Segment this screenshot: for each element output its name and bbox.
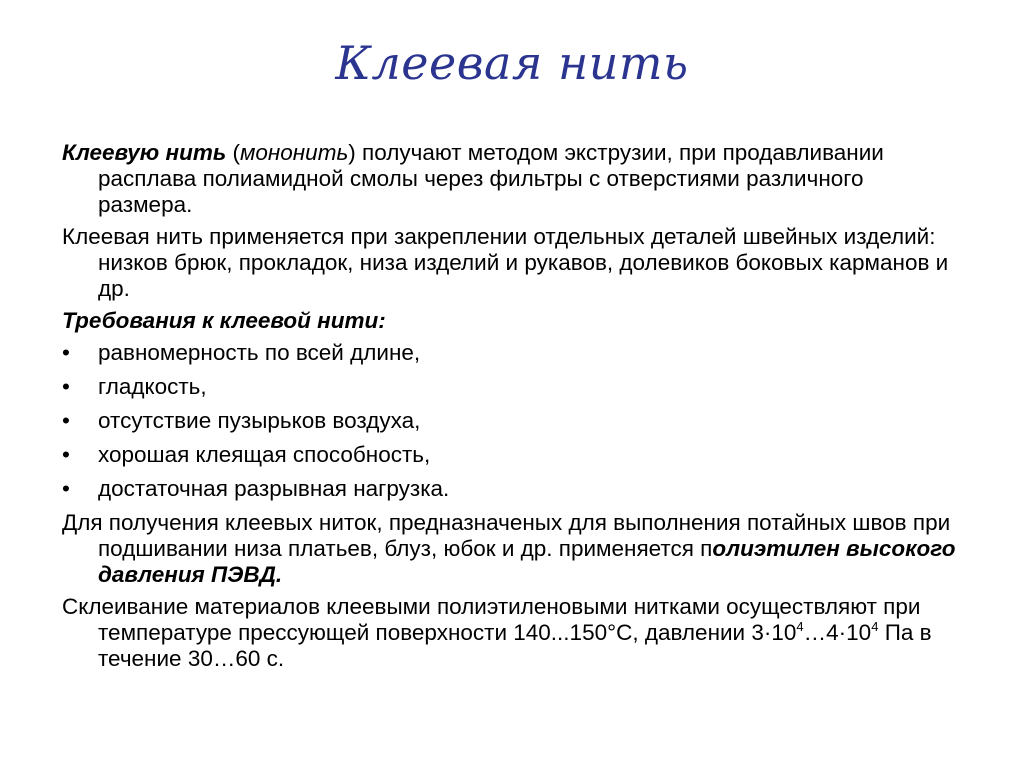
aside-open: (: [226, 140, 240, 165]
requirements-heading: Требования к клеевой нити:: [62, 308, 386, 333]
definition-text: получают методом экструзии, при продавливании расплава полиамидной смолы через фильтры с отверстиями различного размера.: [98, 140, 884, 217]
list-item: [62, 408, 962, 434]
conditions-tail: Па в течение 30…60 с.: [98, 620, 932, 671]
list-item: [62, 340, 962, 366]
paragraph-application: Клеевая нить применяется при закреплении отдельных деталей швейных изделий: низков брюк, прокладок, низа изделий и рукавов, долевиков боковых карманов и др.: [62, 224, 949, 301]
list-item: [62, 476, 962, 502]
bullet-icon: •: [62, 374, 70, 399]
list-item-text: хорошая клеящая способность,: [98, 442, 431, 467]
paragraph-pvd: [62, 510, 962, 588]
exponent-1: 4: [796, 619, 804, 634]
exponent-2: 4: [871, 619, 879, 634]
paragraph-definition: [62, 140, 962, 218]
bullet-icon: •: [62, 408, 70, 433]
list-item-text: гладкость,: [98, 374, 207, 399]
list-item-text: равномерность по всей длине,: [98, 340, 421, 365]
bullet-icon: •: [62, 340, 70, 365]
aside-close: ): [348, 140, 356, 165]
paragraph-gluing-conditions: [62, 594, 962, 672]
conditions-mid: …4·10: [803, 620, 872, 645]
aside-mononit: мононить: [239, 140, 349, 165]
bullet-icon: •: [62, 476, 70, 501]
pvd-text: Для получения клеевых ниток, предназначеных для выполнения потайных швов при подшивании низа платьев, блуз, юбок и др. применяется п: [62, 510, 951, 561]
requirements-list: [62, 340, 962, 502]
list-item-text: достаточная разрывная нагрузка.: [98, 476, 450, 501]
slide-title: Клеевая нить: [335, 36, 689, 90]
pvd-emphasis: олиэтилен высокого давления ПЭВД.: [98, 536, 956, 587]
term-klееvaya-nit: Клеевую нить: [62, 140, 227, 165]
list-item: [62, 374, 962, 400]
list-item: [62, 442, 962, 468]
list-item-text: отсутствие пузырьков воздуха,: [98, 408, 421, 433]
conditions-text: Склеивание материалов клеевыми полиэтиленовыми нитками осуществляют при температуре прессующей поверхности 140...150°С, давлении 3·10: [62, 594, 921, 645]
slide-body: [62, 140, 962, 676]
bullet-icon: •: [62, 442, 70, 467]
